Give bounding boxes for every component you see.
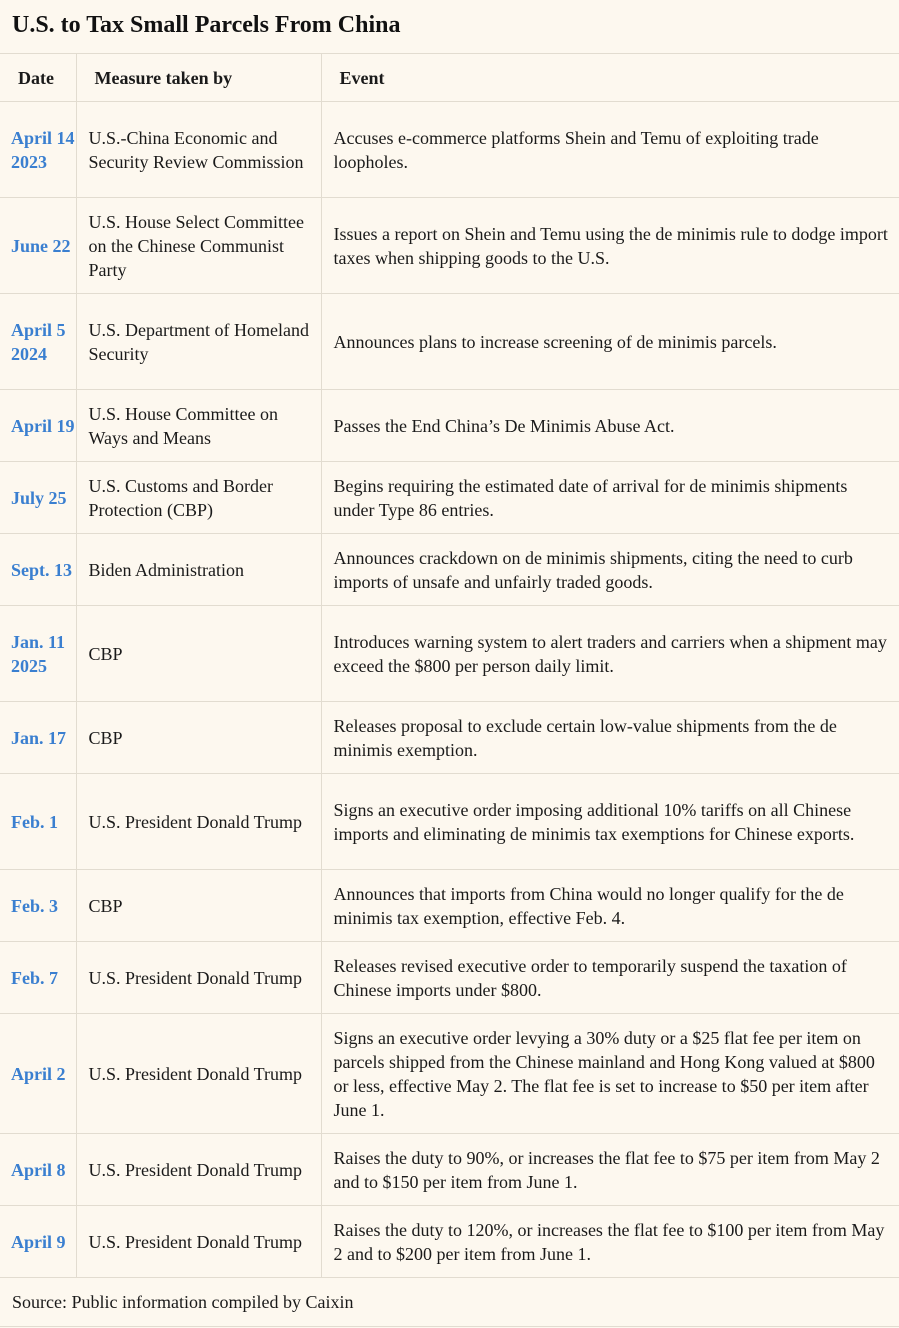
date-cell[interactable]: Jan. 17	[0, 702, 76, 774]
date-cell[interactable]: April 9	[0, 1206, 76, 1278]
date-cell[interactable]: April 2	[0, 1014, 76, 1134]
table-row	[0, 102, 899, 198]
event-cell: Releases proposal to exclude certain low-value shipments from the de minimis exemption.	[321, 702, 899, 774]
table-row	[0, 870, 899, 942]
event-cell: Begins requiring the estimated date of arrival for de minimis shipments under Type 86 entries.	[321, 462, 899, 534]
measure-by-cell: U.S. President Donald Trump	[76, 1014, 321, 1134]
measure-by-cell: Biden Administration	[76, 534, 321, 606]
measure-by-cell: CBP	[76, 870, 321, 942]
header-event: Event	[321, 54, 899, 102]
header-date: Date	[0, 54, 76, 102]
date-cell[interactable]: April 8	[0, 1134, 76, 1206]
measure-by-cell: U.S. Customs and Border Protection (CBP)	[76, 462, 321, 534]
measure-by-cell: CBP	[76, 606, 321, 702]
event-cell: Announces crackdown on de minimis shipments, citing the need to curb imports of unsafe and unfairly traded goods.	[321, 534, 899, 606]
table-header	[0, 54, 899, 102]
date-cell[interactable]: Feb. 1	[0, 774, 76, 870]
page-title: U.S. to Tax Small Parcels From China	[12, 12, 401, 38]
date-cell[interactable]: Jan. 11 2025	[0, 606, 76, 702]
header-measure-by: Measure taken by	[76, 54, 321, 102]
table-row	[0, 702, 899, 774]
measure-by-cell: U.S. House Select Committee on the Chinese Communist Party	[76, 198, 321, 294]
table-row	[0, 390, 899, 462]
date-cell[interactable]: April 19	[0, 390, 76, 462]
measure-by-cell: U.S. President Donald Trump	[76, 1134, 321, 1206]
table-row	[0, 198, 899, 294]
date-cell[interactable]: April 5 2024	[0, 294, 76, 390]
table-row	[0, 294, 899, 390]
event-cell: Issues a report on Shein and Temu using the de minimis rule to dodge import taxes when shipping goods to the U.S.	[321, 198, 899, 294]
date-cell[interactable]: July 25	[0, 462, 76, 534]
source-note: Source: Public information compiled by Caixin	[0, 1278, 899, 1327]
date-cell[interactable]: Feb. 7	[0, 942, 76, 1014]
event-cell: Accuses e-commerce platforms Shein and Temu of exploiting trade loopholes.	[321, 102, 899, 198]
measure-by-cell: U.S. Department of Homeland Security	[76, 294, 321, 390]
measure-by-cell: U.S. President Donald Trump	[76, 1206, 321, 1278]
timeline-table	[0, 53, 899, 1278]
event-cell: Announces plans to increase screening of de minimis parcels.	[321, 294, 899, 390]
measure-by-cell: U.S.-China Economic and Security Review Commission	[76, 102, 321, 198]
event-cell: Raises the duty to 90%, or increases the flat fee to $75 per item from May 2 and to $150 per item from June 1.	[321, 1134, 899, 1206]
table-row	[0, 774, 899, 870]
measure-by-cell: U.S. President Donald Trump	[76, 774, 321, 870]
date-cell[interactable]: June 22	[0, 198, 76, 294]
date-cell[interactable]: April 14 2023	[0, 102, 76, 198]
date-cell[interactable]: Feb. 3	[0, 870, 76, 942]
event-cell: Passes the End China’s De Minimis Abuse Act.	[321, 390, 899, 462]
event-cell: Releases revised executive order to temporarily suspend the taxation of Chinese imports under $800.	[321, 942, 899, 1014]
event-cell: Signs an executive order imposing additional 10% tariffs on all Chinese imports and eliminating de minimis tax exemptions for Chinese exports.	[321, 774, 899, 870]
event-cell: Introduces warning system to alert traders and carriers when a shipment may exceed the $800 per person daily limit.	[321, 606, 899, 702]
table-row	[0, 462, 899, 534]
table-row	[0, 534, 899, 606]
table-row	[0, 606, 899, 702]
event-cell: Signs an executive order levying a 30% duty or a $25 flat fee per item on parcels shipped from the Chinese mainland and Hong Kong valued at $800 or less, effective May 2. The flat fee is set to increase to $50 per item after June 1.	[321, 1014, 899, 1134]
table-row	[0, 1206, 899, 1278]
table-row	[0, 1014, 899, 1134]
event-cell: Announces that imports from China would no longer qualify for the de minimis tax exemption, effective Feb. 4.	[321, 870, 899, 942]
measure-by-cell: U.S. President Donald Trump	[76, 942, 321, 1014]
table-row	[0, 942, 899, 1014]
measure-by-cell: CBP	[76, 702, 321, 774]
date-cell[interactable]: Sept. 13	[0, 534, 76, 606]
event-cell: Raises the duty to 120%, or increases the flat fee to $100 per item from May 2 and to $200 per item from June 1.	[321, 1206, 899, 1278]
measure-by-cell: U.S. House Committee on Ways and Means	[76, 390, 321, 462]
table-row	[0, 1134, 899, 1206]
